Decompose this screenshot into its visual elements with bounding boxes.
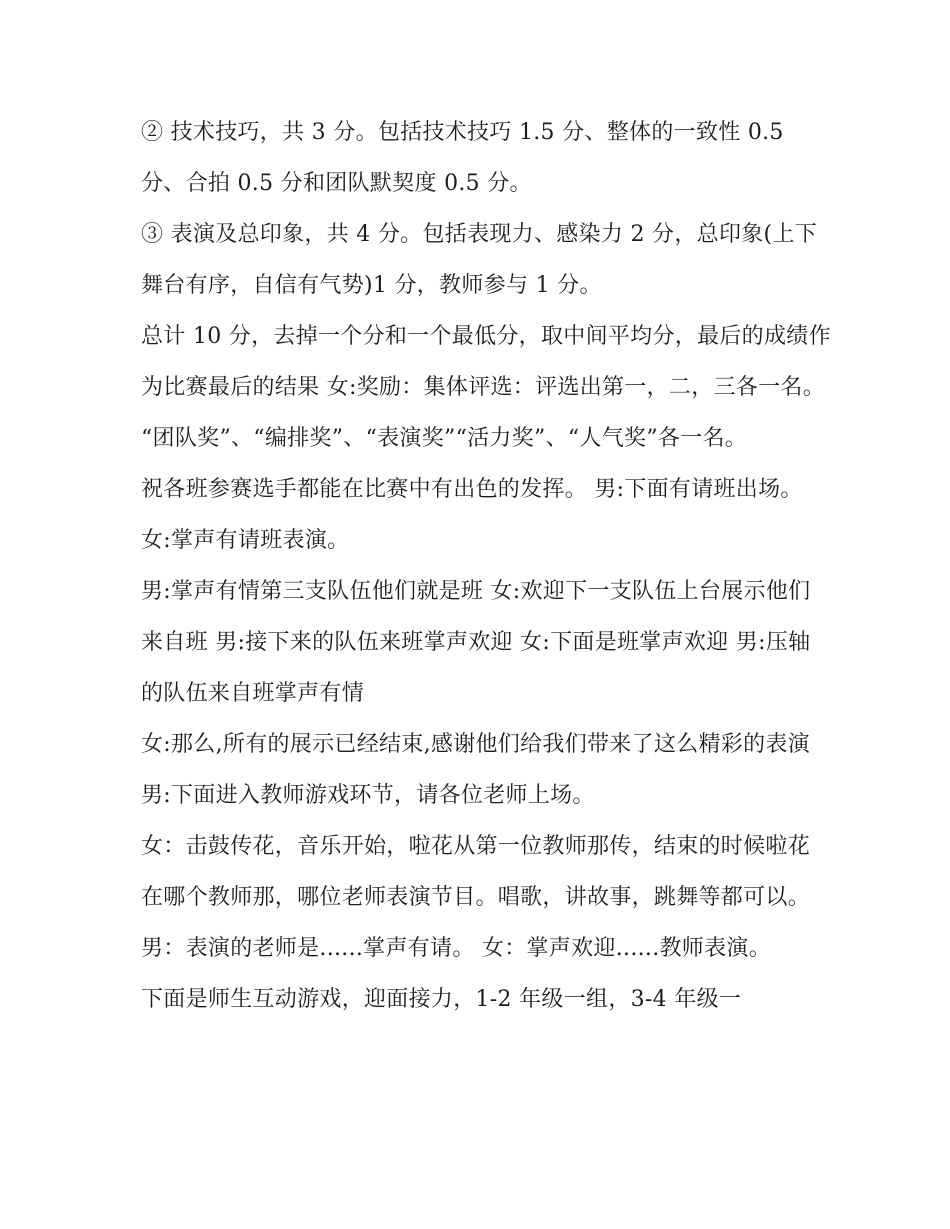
paragraph-teacher-performance: 男：表演的老师是......掌声有请。 女：掌声欢迎......教师表演。	[141, 936, 772, 961]
paragraph-total-score-awards: 总计 10 分，去掉一个分和一个最低分，取中间平均分，最后的成绩作为比赛最后的结果 女:奖励：集体评选：评选出第一，二，三各一名。	[141, 324, 831, 400]
paragraph-scoring-technique: ② 技术技巧，共 3 分。包括技术技巧 1.5 分、整体的一致性 0.5 分、合拍 0.5 分和团队默契度 0.5 分。	[141, 120, 792, 196]
paragraph-team-introductions: 男:掌声有情第三支队伍他们就是班 女:欢迎下一支队伍上台展示他们来自班 男:接下来的队伍来班掌声欢迎 女:下面是班掌声欢迎 男:压轴的队伍来自班掌声有情	[141, 579, 811, 706]
document-body	[141, 107, 831, 1025]
paragraph-teacher-game-intro: 女:那么,所有的展示已经结束,感谢他们给我们带来了这么精彩的表演 男:下面进入教师游戏环节，请各位老师上场。	[141, 732, 818, 808]
paragraph-relay-game: 下面是师生互动游戏，迎面接力，1-2 年级一组，3-4 年级一	[141, 987, 742, 1012]
paragraph-award-names: “团队奖”、“编排奖”、“表演奖”“活力奖”、“人气奖”各一名。	[141, 426, 748, 451]
paragraph-opening-wishes: 祝各班参赛选手都能在比赛中有出色的发挥。 男:下面有请班出场。 女:掌声有请班表演。	[141, 477, 811, 553]
paragraph-drum-flower-game: 女：击鼓传花，音乐开始，啦花从第一位教师那传，结束的时候啦花在哪个教师那，哪位老师表演节目。唱歌，讲故事，跳舞等都可以。	[141, 834, 811, 910]
paragraph-scoring-performance: ③ 表演及总印象，共 4 分。包括表现力、感染力 2 分，总印象(上下舞台有序，自信有气势)1 分，教师参与 1 分。	[141, 222, 818, 298]
